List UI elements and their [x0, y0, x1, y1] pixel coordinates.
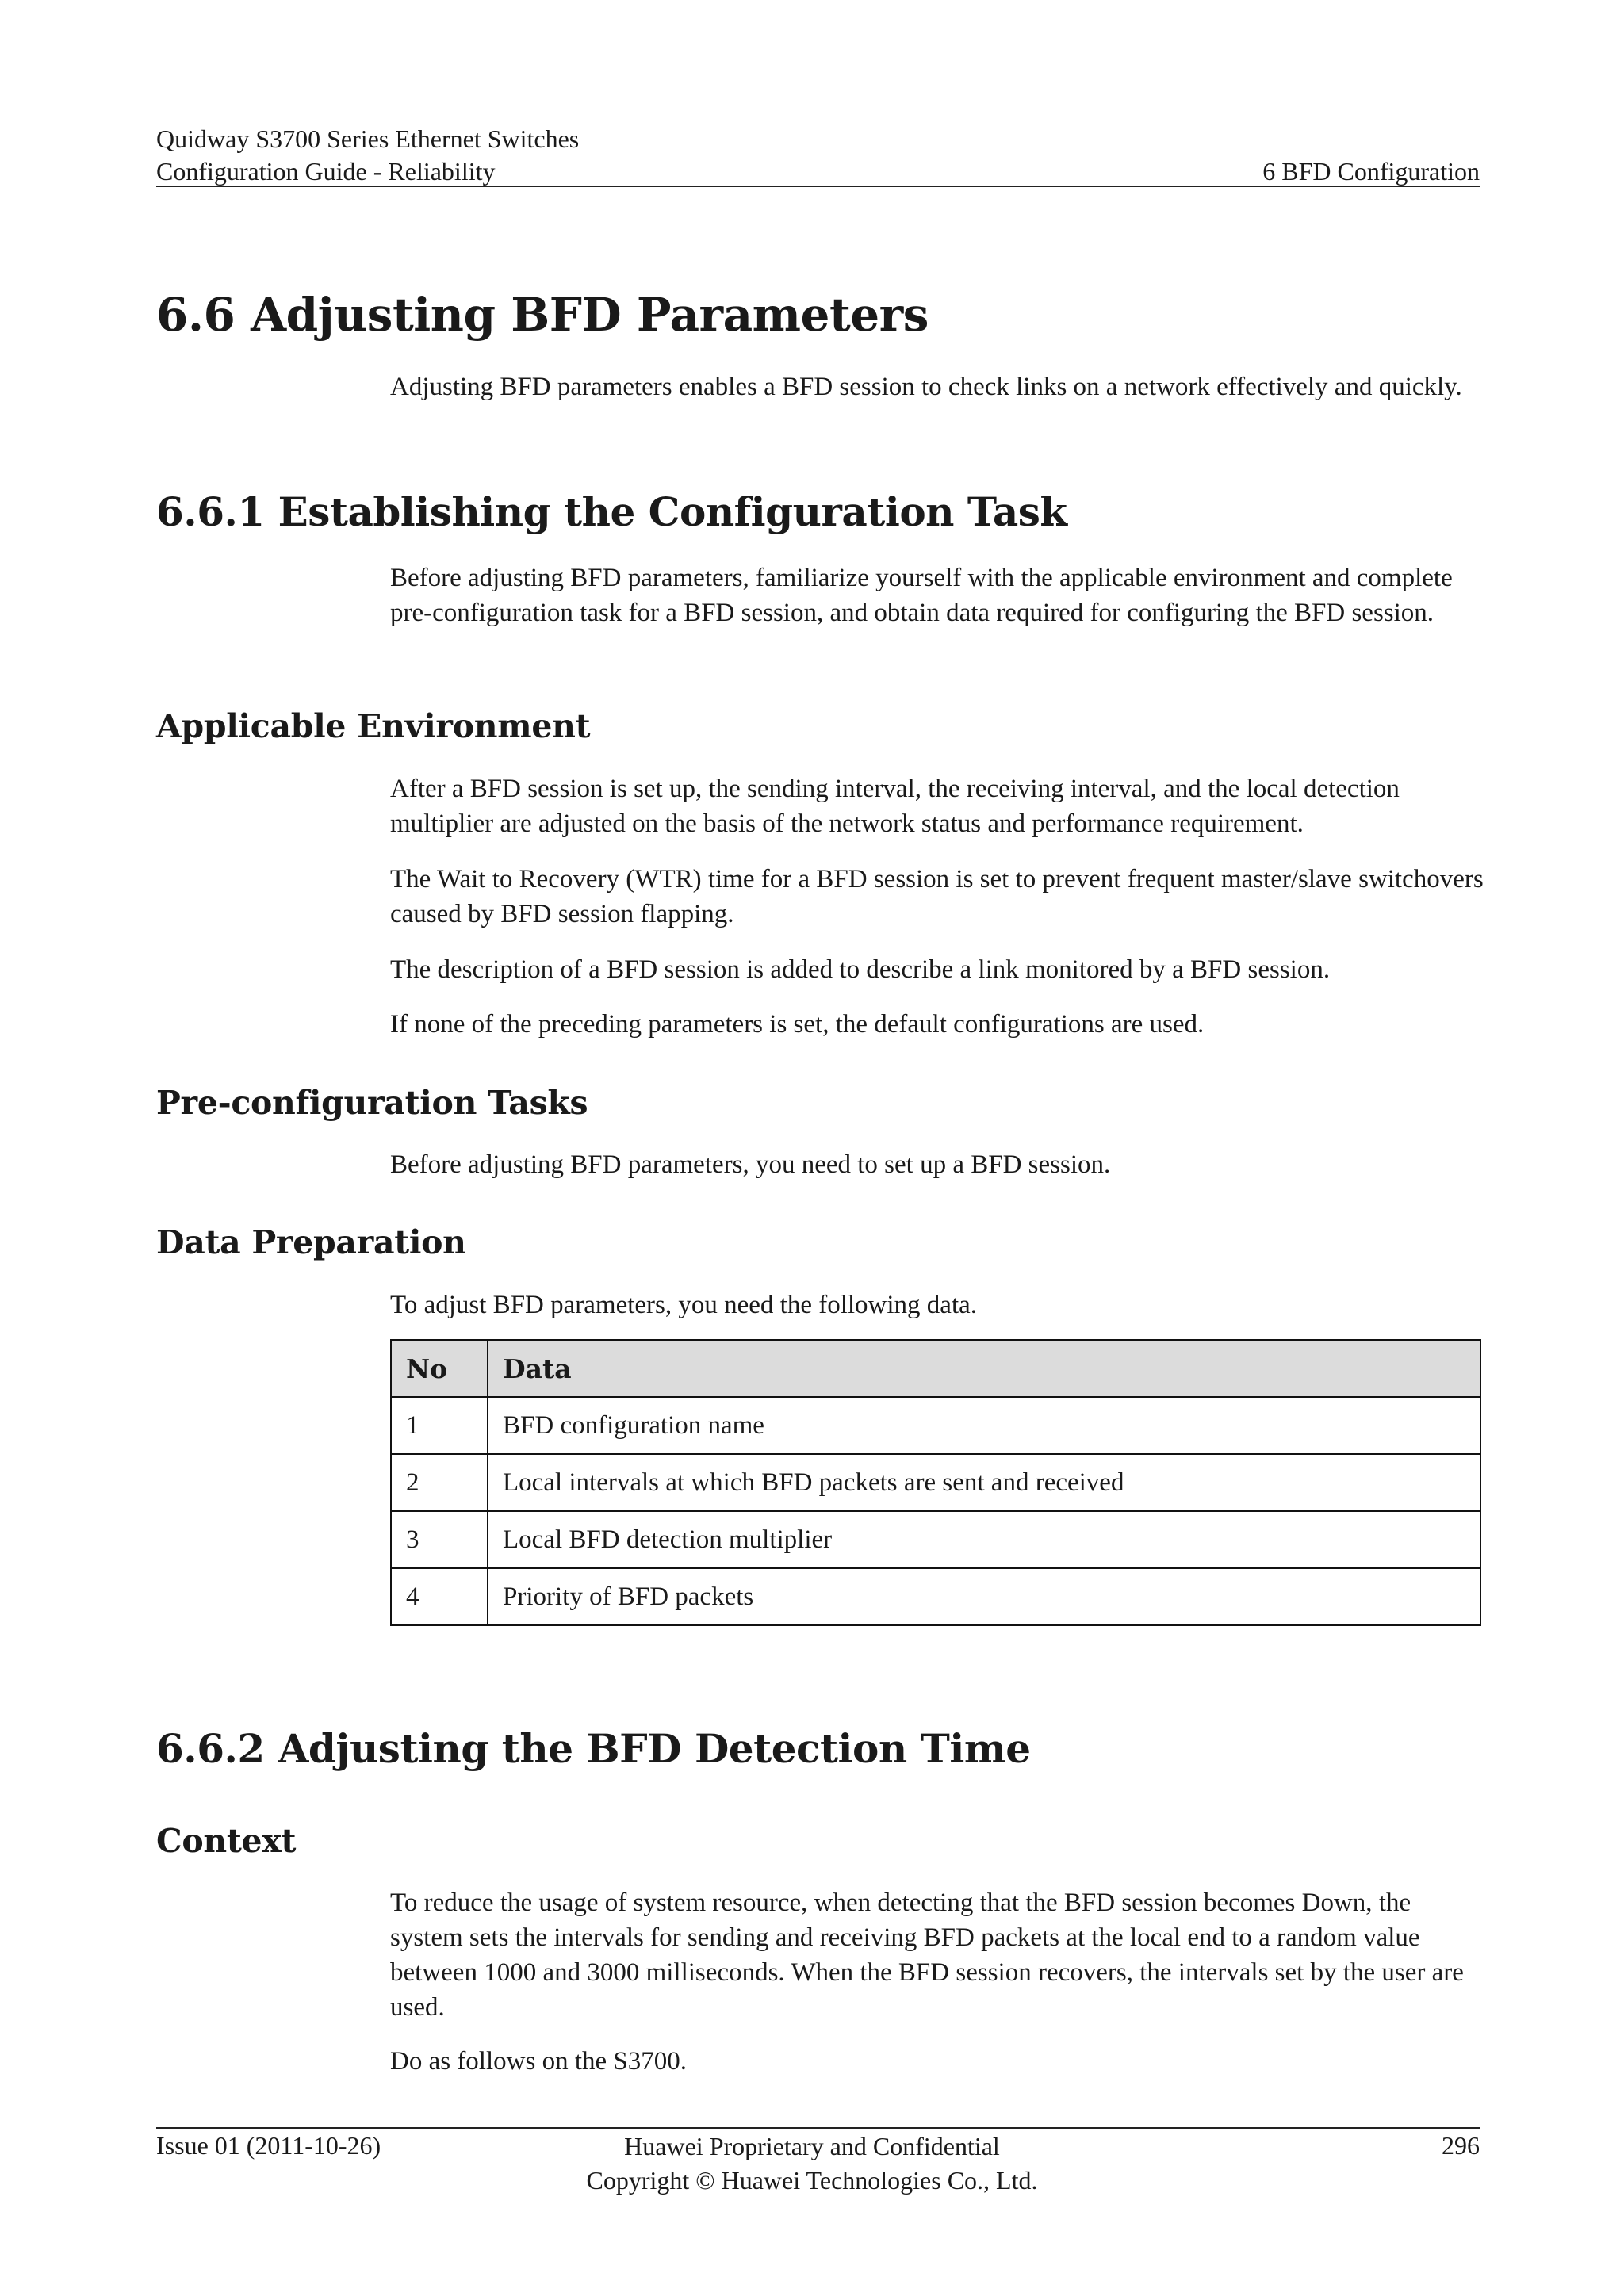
- cell-no: 4: [391, 1568, 488, 1625]
- footer-divider: [156, 2127, 1480, 2129]
- subsection-1-intro: Before adjusting BFD parameters, familiarize yourself with the applicable environment and complete pre-configuration task for a BFD session, and obtain data required for configuring the BFD session.: [390, 564, 1453, 627]
- cell-data: Local intervals at which BFD packets are sent and received: [488, 1454, 1480, 1511]
- footer-center: [0, 2130, 1624, 2198]
- column-header-no: No: [391, 1340, 488, 1397]
- context-heading: Context: [156, 1822, 297, 1860]
- table-row: [391, 1568, 1480, 1625]
- table-row: [391, 1397, 1480, 1454]
- cell-no: 3: [391, 1511, 488, 1568]
- env-paragraph-1: After a BFD session is set up, the sending interval, the receiving interval, and the local detection multiplier are adjusted on the basis of the network status and performance requirement.: [390, 775, 1400, 838]
- env-paragraph-4: If none of the preceding parameters is set, the default configurations are used.: [390, 1010, 1205, 1039]
- header-chapter: 6 BFD Configuration: [1262, 157, 1480, 186]
- applicable-environment-heading: Applicable Environment: [156, 707, 591, 745]
- cell-data: Local BFD detection multiplier: [488, 1511, 1480, 1568]
- table-row: [391, 1511, 1480, 1568]
- data-preparation-table: [390, 1339, 1481, 1626]
- context-paragraph-1: To reduce the usage of system resource, when detecting that the BFD session becomes Down, the system sets the intervals for sending and receiving BFD packets at the local end to a random value between 1000 and 3000 milliseconds. When the BFD session recovers, the intervals set by the user are used.: [390, 1888, 1464, 2022]
- cell-data: BFD configuration name: [488, 1397, 1480, 1454]
- cell-no: 2: [391, 1454, 488, 1511]
- context-paragraph-2: Do as follows on the S3700.: [390, 2047, 687, 2076]
- footer-page-number: 296: [1442, 2131, 1480, 2160]
- subsection-1-title: 6.6.1 Establishing the Configuration Task: [156, 488, 1067, 535]
- column-header-data: Data: [488, 1340, 1480, 1397]
- footer-issue: Issue 01 (2011-10-26): [156, 2131, 381, 2160]
- pre-configuration-heading: Pre-configuration Tasks: [156, 1084, 588, 1122]
- data-preparation-text: To adjust BFD parameters, you need the following data.: [390, 1291, 978, 1319]
- env-paragraph-3: The description of a BFD session is added to describe a link monitored by a BFD session.: [390, 955, 1331, 984]
- header-divider: [156, 186, 1480, 187]
- section-title: 6.6 Adjusting BFD Parameters: [156, 288, 929, 342]
- pre-configuration-text: Before adjusting BFD parameters, you need to set up a BFD session.: [390, 1150, 1111, 1179]
- cell-no: 1: [391, 1397, 488, 1454]
- subsection-2-title: 6.6.2 Adjusting the BFD Detection Time: [156, 1725, 1031, 1772]
- header-product: Quidway S3700 Series Ethernet Switches: [156, 124, 580, 153]
- table-header-row: [391, 1340, 1480, 1397]
- section-intro: Adjusting BFD parameters enables a BFD session to check links on a network effectively and quickly.: [390, 373, 1462, 401]
- data-preparation-heading: Data Preparation: [156, 1223, 466, 1261]
- footer-confidential: Huawei Proprietary and Confidential: [624, 2132, 1000, 2160]
- env-paragraph-2: The Wait to Recovery (WTR) time for a BFD session is set to prevent frequent master/slave switchovers caused by BFD session flapping.: [390, 865, 1484, 928]
- cell-data: Priority of BFD packets: [488, 1568, 1480, 1625]
- table-row: [391, 1454, 1480, 1511]
- footer-copyright: Copyright © Huawei Technologies Co., Ltd.: [586, 2166, 1038, 2195]
- header-guide: Configuration Guide - Reliability: [156, 157, 496, 186]
